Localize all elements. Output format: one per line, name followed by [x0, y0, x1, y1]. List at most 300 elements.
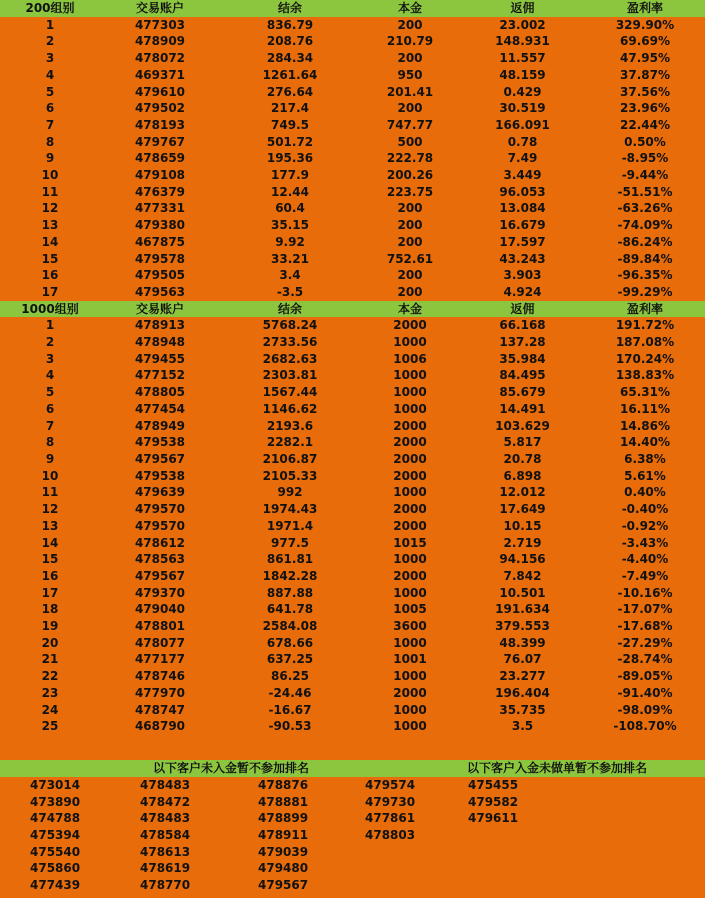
header-row [0, 301, 705, 318]
table-cell: 15 [41, 251, 59, 266]
account-id: 478483 [140, 811, 191, 826]
table-cell: 861.81 [266, 552, 314, 567]
table-cell: 2106.87 [262, 451, 318, 466]
table-cell: 60.4 [275, 201, 305, 216]
table-cell: 1 [45, 318, 55, 333]
table-cell: 836.79 [266, 17, 314, 32]
table-cell: -96.35% [617, 268, 673, 283]
table-cell: 96.053 [499, 184, 546, 199]
table-cell: 2.719 [503, 535, 542, 550]
table-row [0, 718, 705, 735]
table-cell: 3 [45, 351, 55, 366]
table-row [0, 668, 705, 685]
table-cell: 65.31% [620, 385, 670, 400]
table-cell: 477454 [134, 401, 186, 416]
table-cell: 35.15 [271, 218, 309, 233]
table-cell: 20.78 [503, 451, 542, 466]
table-cell: 3 [45, 51, 55, 66]
table-cell: 200 [397, 218, 423, 233]
ranking-table-200 [0, 0, 705, 301]
table-row [0, 67, 705, 84]
table-cell: 13 [41, 218, 59, 233]
table-cell: 478747 [134, 702, 186, 717]
table-cell: 1000 [393, 635, 427, 650]
table-cell: 14.86% [620, 418, 670, 433]
table-row [0, 468, 705, 485]
column-header: 本金 [360, 301, 460, 318]
table-cell: 284.34 [266, 51, 314, 66]
table-row [0, 367, 705, 384]
column-header: 交易账户 [100, 0, 220, 17]
table-cell: 13.084 [499, 201, 546, 216]
table-cell: 17.597 [499, 234, 546, 249]
table-cell: 16 [41, 268, 59, 283]
table-cell: 477970 [134, 685, 186, 700]
table-cell: 200 [397, 201, 423, 216]
table-cell: 478077 [134, 635, 186, 650]
table-cell: 35.984 [499, 351, 546, 366]
account-id: 478770 [140, 878, 191, 893]
table-cell: 94.156 [499, 552, 546, 567]
table-cell: 9 [45, 151, 55, 166]
table-cell: 23.96% [620, 101, 670, 116]
table-cell: 2000 [393, 451, 427, 466]
table-row [0, 317, 705, 334]
table-cell: 9 [45, 451, 55, 466]
excluded-header-bar [0, 760, 705, 777]
table-cell: 85.679 [499, 385, 546, 400]
table-cell: 1015 [393, 535, 427, 550]
account-id: 478613 [140, 844, 191, 859]
table-cell: 12.012 [499, 485, 546, 500]
table-cell: 19 [41, 619, 59, 634]
account-id: 478483 [140, 777, 191, 792]
table-row [0, 267, 705, 284]
table-cell: 4.924 [503, 284, 542, 299]
account-id: 479611 [468, 811, 519, 826]
table-cell: 20 [41, 635, 59, 650]
table-cell: 468790 [134, 719, 186, 734]
account-id: 475394 [30, 828, 81, 842]
table-cell: 477177 [134, 652, 186, 667]
table-cell: 478805 [134, 385, 186, 400]
account-id: 479039 [258, 844, 309, 859]
table-cell: 752.61 [386, 251, 434, 266]
table-cell: 23.277 [499, 669, 546, 684]
table-cell: 6 [45, 101, 55, 116]
table-cell: 478801 [134, 619, 186, 634]
not-deposited-label: 以下客户未入金暂不参加排名 [153, 760, 310, 775]
table-cell: 2584.08 [262, 619, 318, 634]
table-cell: 2682.63 [262, 351, 318, 366]
table-row [0, 401, 705, 418]
table-cell: 992 [277, 485, 303, 500]
table-cell: 1006 [393, 351, 427, 366]
table-cell: 16 [41, 568, 59, 583]
table-cell: -86.24% [617, 234, 673, 249]
table-cell: 21 [41, 652, 59, 667]
column-header: 返佣 [460, 301, 585, 318]
table-cell: 16.679 [499, 218, 546, 233]
table-row [0, 618, 705, 635]
table-row [0, 418, 705, 435]
account-id: 479574 [365, 777, 416, 792]
table-cell: 1000 [393, 385, 427, 400]
table-cell: 501.72 [266, 134, 314, 149]
table-cell: 7.49 [507, 151, 538, 166]
table-cell: 3600 [393, 619, 427, 634]
table-cell: 478948 [134, 335, 186, 350]
table-cell: 479567 [134, 568, 186, 583]
spacer-row [0, 735, 705, 760]
table-cell: 200 [397, 101, 423, 116]
table-cell: 479108 [134, 168, 186, 183]
table-row [0, 200, 705, 217]
no-trades-label: 以下客户入金未做单暂不参加排名 [467, 760, 648, 775]
table-cell: 2282.1 [266, 435, 314, 450]
table-cell: 1261.64 [262, 67, 318, 82]
table-cell: 1000 [393, 552, 427, 567]
table-cell: 148.931 [495, 34, 550, 49]
account-id: 475455 [468, 777, 519, 792]
table-cell: 200 [397, 51, 423, 66]
table-cell: 2 [45, 34, 55, 49]
table-row [0, 535, 705, 552]
table-cell: -0.40% [621, 502, 669, 517]
table-cell: 1000 [393, 585, 427, 600]
table-cell: 17.649 [499, 502, 546, 517]
table-cell: -7.49% [621, 568, 669, 583]
table-cell: 1000 [393, 485, 427, 500]
column-header: 结余 [220, 0, 360, 17]
table-cell: 1000 [393, 669, 427, 684]
table-row [0, 351, 705, 368]
table-cell: 479567 [134, 451, 186, 466]
table-cell: 950 [397, 67, 423, 82]
account-id: 479582 [468, 794, 519, 809]
table-cell: 12 [41, 201, 59, 216]
no-trades-column [468, 777, 518, 827]
table-cell: 1974.43 [262, 502, 318, 517]
table-cell: 195.36 [266, 151, 314, 166]
table-cell: 14.491 [499, 401, 546, 416]
account-id: 479480 [258, 861, 309, 876]
table-cell: 17 [41, 585, 59, 600]
table-cell: 276.64 [266, 84, 314, 99]
table-cell: 22 [41, 669, 59, 684]
table-cell: -3.5 [276, 284, 304, 299]
table-cell: 479570 [134, 502, 186, 517]
table-cell: 2 [45, 335, 55, 350]
table-cell: 477331 [134, 201, 186, 216]
ranking-table-1000 [0, 301, 705, 735]
account-id: 473014 [30, 777, 81, 792]
table-cell: 9.92 [275, 234, 305, 249]
table-cell: 478193 [134, 117, 186, 132]
table-cell: 0.78 [507, 134, 538, 149]
account-id: 475540 [30, 844, 81, 859]
table-row [0, 434, 705, 451]
table-cell: -24.46 [268, 685, 312, 700]
table-cell: 479502 [134, 101, 186, 116]
table-cell: 478563 [134, 552, 186, 567]
table-row [0, 451, 705, 468]
account-id: 479567 [258, 878, 309, 893]
table-cell: 35.735 [499, 702, 546, 717]
table-cell: 478909 [134, 34, 186, 49]
table-cell: 479505 [134, 268, 186, 283]
table-cell: 478659 [134, 151, 186, 166]
table-cell: 11 [41, 184, 59, 199]
account-id: 478472 [140, 794, 191, 809]
table-cell: 30.519 [499, 101, 546, 116]
table-cell: -63.26% [617, 201, 673, 216]
table-cell: -17.07% [617, 602, 673, 617]
table-cell: 201.41 [386, 84, 434, 99]
table-cell: 2000 [393, 318, 427, 333]
column-header: 交易账户 [100, 301, 220, 318]
table-cell: 23.002 [499, 17, 546, 32]
column-header: 返佣 [460, 0, 585, 17]
table-row [0, 685, 705, 702]
table-cell: 1000 [393, 335, 427, 350]
table-row [0, 84, 705, 101]
table-cell: 1001 [393, 652, 427, 667]
table-cell: 479040 [134, 602, 186, 617]
table-row [0, 484, 705, 501]
account-id: 475860 [30, 861, 81, 876]
table-cell: 10 [41, 468, 59, 483]
table-row [0, 551, 705, 568]
table-cell: 500 [397, 134, 423, 149]
account-id: 473890 [30, 794, 81, 809]
table-cell: 138.83% [615, 368, 675, 383]
table-cell: 749.5 [271, 117, 309, 132]
table-row [0, 568, 705, 585]
account-column [140, 777, 190, 894]
table-cell: 479610 [134, 84, 186, 99]
table-row [0, 635, 705, 652]
account-id: 478899 [258, 811, 309, 826]
table-cell: 478072 [134, 51, 186, 66]
table-cell: 14.40% [620, 435, 670, 450]
table-cell: 479570 [134, 518, 186, 533]
column-header: 1000组别 [0, 301, 100, 318]
table-cell: 48.399 [499, 635, 546, 650]
table-row [0, 601, 705, 618]
account-id: 478803 [365, 828, 416, 842]
table-cell: 478612 [134, 535, 186, 550]
table-cell: 208.76 [266, 34, 314, 49]
table-cell: 217.4 [271, 101, 309, 116]
table-cell: 191.72% [615, 318, 675, 333]
table-cell: 2000 [393, 685, 427, 700]
table-cell: 477152 [134, 368, 186, 383]
table-cell: 1 [45, 17, 55, 32]
table-cell: 7.842 [503, 568, 542, 583]
column-header: 结余 [220, 301, 360, 318]
table-cell: 222.78 [386, 151, 434, 166]
table-cell: -90.53 [268, 719, 312, 734]
table-row [0, 501, 705, 518]
table-cell: 33.21 [271, 251, 309, 266]
table-cell: -74.09% [617, 218, 673, 233]
table-cell: 12 [41, 502, 59, 517]
table-cell: 5.61% [624, 468, 666, 483]
table-cell: 479380 [134, 218, 186, 233]
table-cell: 479578 [134, 251, 186, 266]
table-cell: 200 [397, 284, 423, 299]
table-cell: 43.243 [499, 251, 546, 266]
account-column [30, 777, 80, 894]
table-row [0, 134, 705, 151]
account-id: 478584 [140, 828, 191, 842]
table-cell: 3.449 [503, 168, 542, 183]
table-cell: 191.634 [495, 602, 550, 617]
table-cell: 24 [41, 702, 59, 717]
table-row [0, 384, 705, 401]
table-cell: 200.26 [386, 168, 434, 183]
table-cell: -89.84% [617, 251, 673, 266]
table-cell: 6.898 [503, 468, 542, 483]
table-cell: 977.5 [271, 535, 309, 550]
table-cell: 25 [41, 719, 59, 734]
account-id: 478619 [140, 861, 191, 876]
table-cell: 478913 [134, 318, 186, 333]
table-cell: 6 [45, 401, 55, 416]
table-cell: 166.091 [495, 117, 550, 132]
table-cell: 2000 [393, 418, 427, 433]
table-cell: 2000 [393, 435, 427, 450]
table-cell: -91.40% [617, 685, 673, 700]
table-cell: 478949 [134, 418, 186, 433]
table-cell: 8 [45, 435, 55, 450]
column-header: 200组别 [0, 0, 100, 17]
table-cell: 477303 [134, 17, 186, 32]
table-cell: 2000 [393, 468, 427, 483]
table-cell: -98.09% [617, 702, 673, 717]
table-cell: 7 [45, 418, 55, 433]
table-row [0, 167, 705, 184]
table-cell: -17.68% [617, 619, 673, 634]
table-cell: 469371 [134, 67, 186, 82]
table-cell: 10.15 [503, 518, 542, 533]
table-cell: 76.07 [503, 652, 542, 667]
table-cell: 23 [41, 685, 59, 700]
table-cell: 5 [45, 385, 55, 400]
table-cell: 0.40% [624, 485, 666, 500]
table-cell: 678.66 [266, 635, 314, 650]
table-cell: 1000 [393, 719, 427, 734]
table-row [0, 702, 705, 719]
table-cell: 476379 [134, 184, 186, 199]
table-cell: 17 [41, 284, 59, 299]
table-cell: 887.88 [266, 585, 314, 600]
table-cell: 16.11% [620, 401, 670, 416]
table-cell: 641.78 [266, 602, 314, 617]
table-row [0, 334, 705, 351]
table-row [0, 150, 705, 167]
table-cell: 13 [41, 518, 59, 533]
table-cell: 479563 [134, 284, 186, 299]
table-cell: 200 [397, 17, 423, 32]
table-cell: 2193.6 [266, 418, 314, 433]
table-cell: 12.44 [271, 184, 309, 199]
table-cell: 1000 [393, 702, 427, 717]
table-cell: 479639 [134, 485, 186, 500]
table-cell: 1971.4 [266, 518, 314, 533]
table-cell: 48.159 [499, 67, 546, 82]
table-cell: -0.92% [621, 518, 669, 533]
account-id: 478881 [258, 794, 309, 809]
table-cell: -3.43% [621, 535, 669, 550]
table-cell: 200 [397, 234, 423, 249]
table-cell: 5 [45, 84, 55, 99]
table-cell: 2303.81 [262, 368, 318, 383]
column-header: 盈利率 [585, 301, 705, 318]
table-cell: 479538 [134, 468, 186, 483]
table-cell: 11 [41, 485, 59, 500]
table-cell: 0.50% [624, 134, 666, 149]
table-cell: 0.429 [503, 84, 542, 99]
table-cell: 196.404 [495, 685, 550, 700]
table-cell: 10 [41, 168, 59, 183]
table-row [0, 234, 705, 251]
account-id: 478876 [258, 777, 309, 792]
table-cell: 223.75 [386, 184, 434, 199]
table-row [0, 284, 705, 301]
table-cell: 37.56% [620, 84, 670, 99]
table-cell: 479767 [134, 134, 186, 149]
table-cell: 14 [41, 234, 59, 249]
table-cell: 47.95% [620, 51, 670, 66]
table-cell: 210.79 [386, 34, 434, 49]
table-cell: 3.903 [503, 268, 542, 283]
table-cell: 1000 [393, 401, 427, 416]
header-row [0, 0, 705, 17]
table-cell: 1842.28 [262, 568, 318, 583]
table-cell: 11.557 [499, 51, 546, 66]
table-cell: 479455 [134, 351, 186, 366]
table-cell: 1146.62 [262, 401, 318, 416]
table-cell: 10.501 [499, 585, 546, 600]
table-row [0, 100, 705, 117]
table-cell: 329.90% [615, 17, 675, 32]
table-cell: 177.9 [271, 168, 309, 183]
table-cell: 137.28 [499, 335, 546, 350]
table-cell: -28.74% [617, 652, 673, 667]
table-row [0, 50, 705, 67]
table-row [0, 17, 705, 34]
table-cell: 8 [45, 134, 55, 149]
table-cell: -4.40% [621, 552, 669, 567]
table-cell: 747.77 [386, 117, 434, 132]
account-id: 477439 [30, 878, 81, 893]
account-column [365, 777, 415, 844]
table-cell: 3.5 [511, 719, 534, 734]
table-cell: -108.70% [613, 719, 677, 734]
table-cell: 86.25 [271, 669, 309, 684]
account-id: 477861 [365, 811, 416, 826]
table-cell: 84.495 [499, 368, 546, 383]
table-row [0, 217, 705, 234]
table-cell: -10.16% [617, 585, 673, 600]
table-cell: 4 [45, 368, 55, 383]
table-cell: 2000 [393, 518, 427, 533]
column-header: 本金 [360, 0, 460, 17]
table-cell: 69.69% [620, 34, 670, 49]
table-row [0, 518, 705, 535]
